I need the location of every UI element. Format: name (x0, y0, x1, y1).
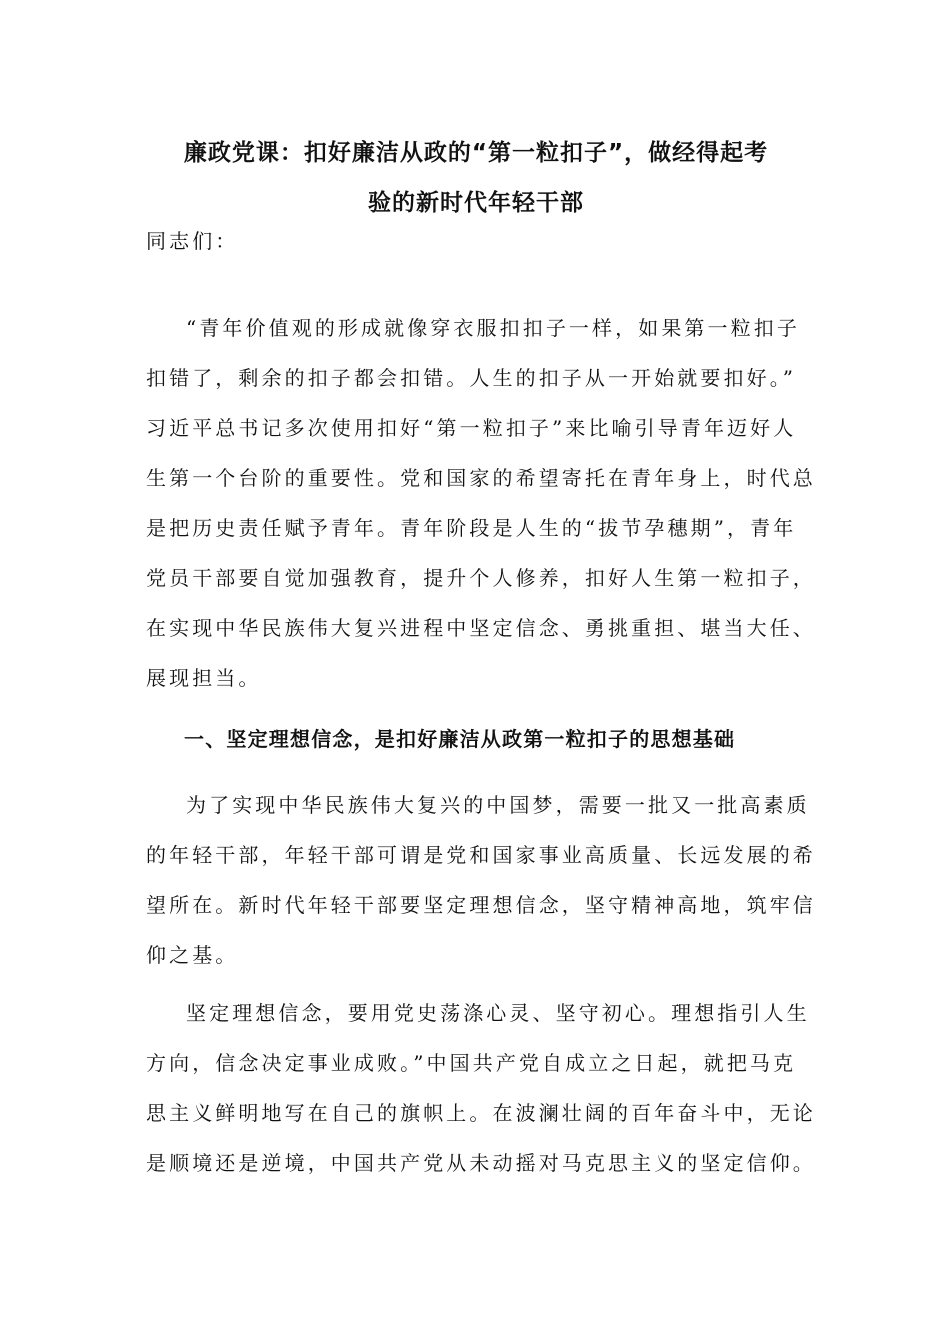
title-line: 廉政党课：扣好廉洁从政的“第一粒扣子”，做经得起考 (183, 140, 769, 166)
paragraph-line: 是把历史责任赋予青年。青年阶段是人生的“拔节孕穗期”，青年 (146, 516, 797, 540)
paragraph-line: “青年价值观的形成就像穿衣服扣扣子一样，如果第一粒扣子 (186, 316, 800, 340)
document-title (146, 128, 806, 228)
paragraph-line: 仰之基。 (146, 943, 239, 967)
paragraph-section1-a (146, 780, 816, 980)
paragraph-line: 是顺境还是逆境，中国共产党从未动摇对马克思主义的坚定信仰。 (146, 1151, 816, 1175)
paragraph-line: 思主义鲜明地写在自己的旗帜上。在波澜壮阔的百年奋斗中，无论 (146, 1101, 816, 1125)
paragraph-line: 党员干部要自觉加强教育，提升个人修养，扣好人生第一粒扣子， (146, 566, 816, 590)
paragraph-line: 习近平总书记多次使用扣好“第一粒扣子”来比喻引导青年迈好人 (146, 416, 797, 440)
paragraph-line: 在实现中华民族伟大复兴进程中坚定信念、勇挑重担、堪当大任、 (146, 616, 816, 640)
paragraph-line: 为了实现中华民族伟大复兴的中国梦，需要一批又一批高素质 (186, 793, 810, 817)
paragraph-line: 生第一个台阶的重要性。党和国家的希望寄托在青年身上，时代总 (146, 466, 816, 490)
paragraph-intro (146, 303, 816, 703)
paragraph-section1-b (146, 988, 816, 1188)
paragraph-line: 望所在。新时代年轻干部要坚定理想信念，坚守精神高地，筑牢信 (146, 893, 816, 917)
paragraph-line: 扣错了，剩余的扣子都会扣错。人生的扣子从一开始就要扣好。” (146, 366, 797, 390)
paragraph-line: 方向，信念决定事业成败。”中国共产党自成立之日起，就把马克 (146, 1051, 797, 1075)
salutation-text: 同志们： (146, 229, 239, 253)
paragraph-line: 坚定理想信念，要用党史荡涤心灵、坚守初心。理想指引人生 (186, 1001, 810, 1025)
paragraph-line: 展现担当。 (146, 666, 262, 690)
paragraph-line: 的年轻干部，年轻干部可谓是党和国家事业高质量、长远发展的希 (146, 843, 816, 867)
title-line: 验的新时代年轻干部 (368, 190, 584, 216)
section-heading-1: 一、坚定理想信念，是扣好廉洁从政第一粒扣子的思想基础 (184, 727, 736, 751)
salutation (146, 216, 806, 266)
